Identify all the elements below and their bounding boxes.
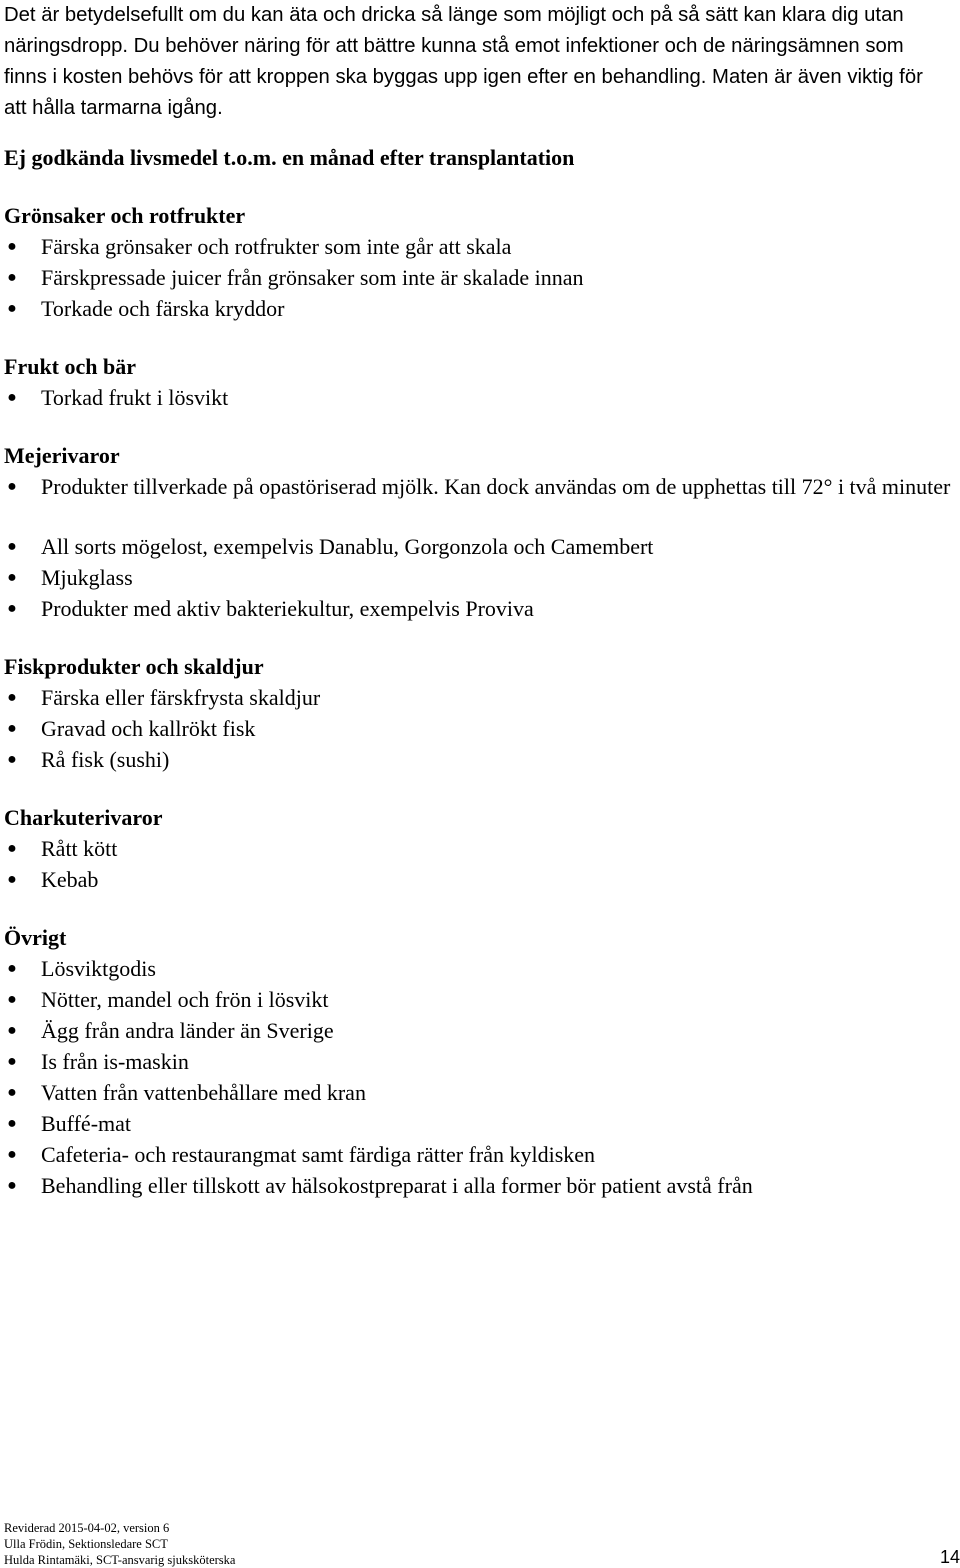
bullet-icon: ● [7, 960, 17, 977]
list-item [0, 1077, 955, 1108]
main-heading: Ej godkända livsmedel t.o.m. en månad efter transplantation [4, 145, 575, 170]
section-heading-seafood: Fiskprodukter och skaldjur [4, 654, 264, 679]
list-item-text: Torkad frukt i lösvikt [41, 385, 229, 410]
list-item [0, 471, 955, 502]
list-item-text: Buffé-mat [41, 1111, 132, 1136]
bullet-icon: ● [7, 1115, 17, 1132]
list-item-text: Färskpressade juicer från grönsaker som inte är skalade innan [41, 265, 584, 290]
intro-paragraph: Det är betydelsefullt om du kan äta och dricka så länge som möjligt och på så sätt kan klara dig utan näringsdropp. Du behöver näring för att bättre kunna stå emot infektioner och de näringsämnen som finns i kosten behövs för att kroppen ska byggas upp igen efter en behandling. Maten är även viktig för att hålla tarmarna igång. [4, 4, 923, 119]
list-item-text: Rå fisk (sushi) [41, 747, 170, 772]
list-item [0, 262, 955, 293]
list-item [0, 864, 955, 895]
list-item-text: Produkter med aktiv bakteriekultur, exempelvis Proviva [41, 596, 534, 621]
bullet-icon: ● [7, 1084, 17, 1101]
list-item [0, 562, 955, 593]
list-item [0, 1139, 955, 1170]
bullet-icon: ● [7, 720, 17, 737]
bullet-icon: ● [7, 1146, 17, 1163]
bullet-icon: ● [7, 1022, 17, 1039]
list-item-text: Färska eller färskfrysta skaldjur [41, 685, 321, 710]
bullet-icon: ● [7, 1053, 17, 1070]
section-heading-dairy: Mejerivaror [4, 443, 120, 468]
bullet-icon: ● [7, 751, 17, 768]
bullet-icon: ● [7, 538, 17, 555]
list-item-text: Is från is-maskin [41, 1049, 189, 1074]
list-item-text: Mjukglass [41, 565, 133, 590]
bullet-icon: ● [7, 871, 17, 888]
section-heading-charcuterie: Charkuterivaror [4, 805, 163, 830]
page-number: 14 [939, 1547, 960, 1567]
list-item-text: All sorts mögelost, exempelvis Danablu, Gorgonzola och Camembert [41, 534, 654, 559]
list-item [0, 953, 955, 984]
list-item-text: Behandling eller tillskott av hälsokostpreparat i alla former bör patient avstå från [41, 1173, 753, 1198]
page-footer [4, 1520, 235, 1568]
list-item [0, 593, 955, 624]
list-item-text: Gravad och kallrökt fisk [41, 716, 256, 741]
bullet-icon: ● [7, 389, 17, 406]
list-item-text: Lösviktgodis [41, 956, 156, 981]
list-item-text: Rått kött [41, 836, 118, 861]
bullet-icon: ● [7, 569, 17, 586]
section-heading-fruit: Frukt och bär [4, 354, 136, 379]
list-item [0, 382, 955, 413]
list-item-text: Torkade och färska kryddor [41, 296, 285, 321]
list-item-text: Färska grönsaker och rotfrukter som inte går att skala [41, 234, 512, 259]
bullet-icon: ● [7, 1177, 17, 1194]
list-item [0, 682, 955, 713]
list-item [0, 531, 955, 562]
list-item [0, 1170, 955, 1201]
footer-author-1: Ulla Frödin, Sektionsledare SCT [4, 1537, 168, 1551]
list-item-text: Produkter tillverkade på opastöriserad mjölk. Kan dock användas om de upphettas till 72° i två minuter [41, 474, 951, 499]
list-item-text: Ägg från andra länder än Sverige [41, 1018, 334, 1043]
list-item-text: Vatten från vattenbehållare med kran [41, 1080, 366, 1105]
list-item [0, 293, 955, 324]
list-item [0, 744, 955, 775]
footer-revision: Reviderad 2015-04-02, version 6 [4, 1521, 170, 1535]
section-heading-vegetables: Grönsaker och rotfrukter [4, 203, 246, 228]
list-item [0, 1046, 955, 1077]
list-item [0, 1108, 955, 1139]
section-heading-other: Övrigt [4, 925, 67, 950]
list-item [0, 713, 955, 744]
bullet-icon: ● [7, 269, 17, 286]
list-item [0, 833, 955, 864]
list-item-text: Kebab [41, 867, 99, 892]
list-item [0, 1015, 955, 1046]
list-item [0, 231, 955, 262]
bullet-icon: ● [7, 689, 17, 706]
footer-author-2: Hulda Rintamäki, SCT-ansvarig sjuksköterska [4, 1553, 236, 1567]
bullet-icon: ● [7, 300, 17, 317]
bullet-icon: ● [7, 478, 17, 495]
bullet-icon: ● [7, 840, 17, 857]
list-item-text: Cafeteria- och restaurangmat samt färdiga rätter från kyldisken [41, 1142, 596, 1167]
bullet-icon: ● [7, 991, 17, 1008]
list-item [0, 984, 955, 1015]
bullet-icon: ● [7, 600, 17, 617]
list-item-text: Nötter, mandel och frön i lösvikt [41, 987, 329, 1012]
bullet-icon: ● [7, 238, 17, 255]
